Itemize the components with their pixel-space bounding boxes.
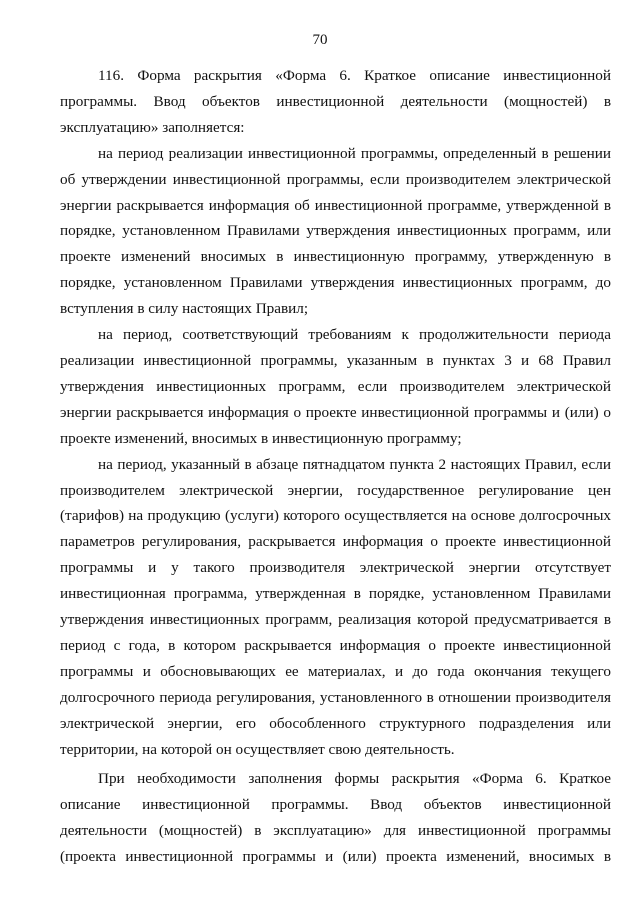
page-number: 70	[312, 32, 328, 48]
paragraph-form-6-filling: При необходимости заполнения формы раскрытия «Форма 6. Краткое описание инвестиционной программы. Ввод объектов инвестиционной деятельности (мощностей) в эксплуатацию» для инвестиционной программы (проекта инвестиционной программы и (или) проекта изменений, вносимых в	[60, 770, 611, 866]
paragraph-period-duration-requirements: на период, соответствующий требованиям к продолжительности периода реализации инвестиционной программы, указанным в пунктах 3 и 68 Правил утверждения инвестиционных программ, если производителем электрической энергии раскрывается информация о проекте инвестиционной программы и (или) о проекте изменений, вносимых в инвестиционную программу;	[60, 326, 611, 447]
document-body	[60, 63, 611, 870]
paragraph-item-116: 116. Форма раскрытия «Форма 6. Краткое описание инвестиционной программы. Ввод объектов инвестиционной деятельности (мощностей) в эксплуатацию» заполняется:	[60, 67, 611, 136]
paragraph-period-approved-program: на период реализации инвестиционной программы, определенный в решении об утверждении инвестиционной программы, если производителем электрической энергии раскрывается информация об инвестиционной программе, утвержденной в порядке, установленном Правилами утверждения инвестиционных программ, или проекте изменений вносимых в инвестиционную программу, утвержденную в порядке, установленном Правилами утверждения инвестиционных программ, до вступления в силу настоящих Правил;	[60, 144, 611, 318]
paragraph-period-long-term-regulation: на период, указанный в абзаце пятнадцатом пункта 2 настоящих Правил, если производителем электрической энергии, государственное регулирование цен (тарифов) на продукцию (услуги) которого осуществляется на основе долгосрочных параметров регулирования, раскрывается информация о проекте инвестиционной программы и у такого производителя электрической энергии отсутствует инвестиционная программа, утвержденная в порядке, установленном Правилами утверждения инвестиционных программ, реализация которой предусматривается в период с года, в котором раскрывается информация о проекте инвестиционной программы и обосновывающих ее материалах, и до года окончания текущего долгосрочного периода регулирования, установленного в отношении производителя электрической энергии, его обособленного структурного подразделения или территории, на которой он осуществляет свою деятельность.	[60, 455, 611, 758]
